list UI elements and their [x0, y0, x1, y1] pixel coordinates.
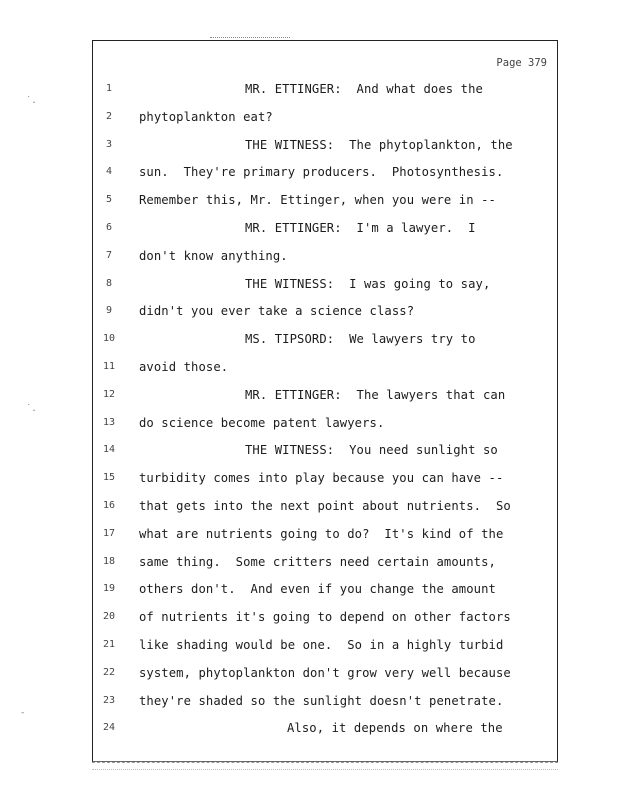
scan-speck-1: ˙. [26, 96, 37, 106]
line-number-column [93, 79, 125, 746]
line-number: 13 [102, 416, 116, 428]
line-number: 15 [102, 472, 116, 484]
transcript-line: they're shaded so the sunlight doesn't penetrate. [139, 693, 504, 708]
transcript-line: didn't you ever take a science class? [139, 304, 415, 319]
transcript-page [92, 40, 558, 762]
line-number: 4 [105, 166, 113, 178]
transcript-line: THE WITNESS: I was going to say, [245, 276, 491, 291]
line-number: 2 [105, 110, 113, 122]
transcript-line: Remember this, Mr. Ettinger, when you were in -- [139, 193, 496, 208]
line-number: 10 [102, 333, 116, 345]
line-number: 19 [102, 583, 116, 595]
transcript-line: MR. ETTINGER: And what does the [245, 82, 483, 96]
line-number: 9 [105, 305, 113, 317]
transcript-line: THE WITNESS: The phytoplankton, the [245, 137, 513, 152]
transcript-line: MS. TIPSORD: We lawyers try to [245, 332, 476, 347]
transcript-line: avoid those. [139, 359, 229, 374]
transcript-line: phytoplankton eat? [139, 109, 273, 124]
line-number: 11 [102, 360, 116, 372]
transcript-line: MR. ETTINGER: The lawyers that can [245, 387, 506, 402]
scan-speck-3: - [20, 708, 26, 718]
transcript-line: what are nutrients going to do? It's kind of the [139, 526, 504, 541]
line-number: 18 [102, 555, 116, 567]
transcript-line: others don't. And even if you change the amount [139, 582, 496, 597]
line-number: 8 [105, 277, 113, 289]
transcript-line: system, phytoplankton don't grow very well because [139, 665, 511, 680]
scan-artifact-bottom [92, 762, 558, 770]
transcript-line: don't know anything. [139, 248, 288, 263]
scan-speck-2: ˙. [26, 404, 37, 414]
line-number: 14 [102, 444, 116, 456]
transcript-line: do science become patent lawyers. [139, 415, 385, 430]
line-number: 21 [102, 638, 116, 650]
transcript-line: MR. ETTINGER: I'm a lawyer. I [245, 220, 476, 235]
transcript-text [139, 79, 553, 746]
line-number: 6 [105, 221, 113, 233]
line-number: 5 [105, 194, 113, 206]
line-number: 24 [102, 722, 116, 734]
transcript-line: that gets into the next point about nutrients. So [139, 498, 511, 513]
page-number: Page 379 [496, 57, 547, 69]
transcript-line: THE WITNESS: You need sunlight so [245, 443, 498, 458]
transcript-line: like shading would be one. So in a highly turbid [139, 637, 504, 652]
line-number: 16 [102, 499, 116, 511]
transcript-line: of nutrients it's going to depend on other factors [139, 610, 511, 625]
line-number: 22 [102, 666, 116, 678]
line-number: 3 [105, 138, 113, 150]
transcript-line: turbidity comes into play because you can have -- [139, 471, 504, 486]
line-number: 17 [102, 527, 116, 539]
line-number: 20 [102, 611, 116, 623]
transcript-line: sun. They're primary producers. Photosynthesis. [139, 165, 504, 180]
line-number: 12 [102, 388, 116, 400]
line-number: 23 [102, 694, 116, 706]
transcript-line: Also, it depends on where the [287, 721, 503, 736]
scan-artifact-top [210, 37, 290, 38]
line-number: 7 [105, 249, 113, 261]
line-number: 1 [105, 83, 113, 94]
transcript-line: same thing. Some critters need certain amounts, [139, 554, 496, 569]
